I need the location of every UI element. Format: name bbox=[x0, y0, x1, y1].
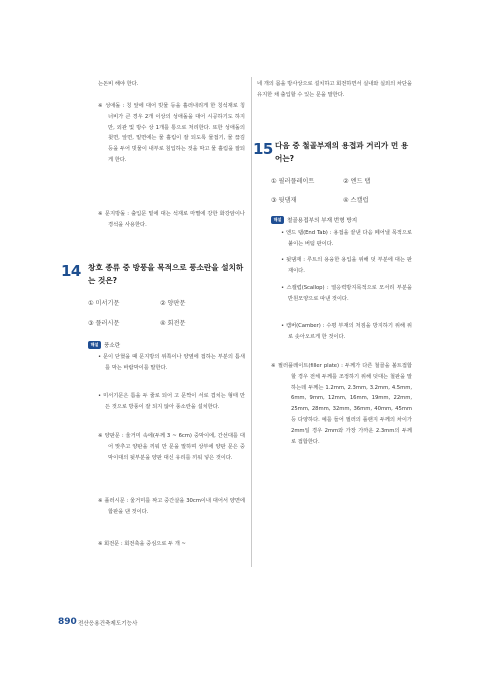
option-14-2[interactable]: ② 양판문 bbox=[160, 300, 186, 307]
solution-label: 철골용접부의 부재 번형 방지 bbox=[287, 217, 358, 224]
solution-label: 풍소란 bbox=[104, 342, 121, 349]
bullet-camber: • 캠버(Camber) : 수평 부재의 처짐을 방지하기 위해 위로 솟아오르게 한 것이다. bbox=[281, 323, 412, 340]
bullet-miseogi: • 미서기문은 틈을 두 줄로 되어 고 문짝이 서로 겹치는 형태 만든 것으로 방풍이 잘 되지 않아 풍소란을 설치한다. bbox=[98, 393, 245, 410]
solution-icon: 해설 bbox=[88, 341, 101, 349]
continued-paragraph-right: 네 개의 몸을 방사상으로 설치하고 회전하면서 실내와 실외의 차단을 유지한 채 출입할 수 있는 문을 말한다. bbox=[257, 81, 412, 98]
question-text-15: 다음 중 철골부재의 용접과 거리가 먼 용어는? bbox=[275, 141, 409, 163]
option-15-4[interactable]: ④ 스캘럽 bbox=[343, 197, 369, 204]
note-filler-plate: ※ 필러플레이트(filler plate) : 두께가 다른 철골을 볼트접합 할 경우 전체 두께를 조정하기 위해 덧대는 철판을 말하는데 두께는 1.2mm, 2.3mm, 3.2mm, 4.5mm, 6mm, 9mm, 12mm, 16mm, 19mm, 22mm, 25mm, 28mm, 32mm, 36mm, 40mm, 45mm 등 다양하다. 예를 들어 필러의 플랜지 두께의 차이가 2mm일 경우 2mm와 가장 가까운 2.3mm의 두께로 접합한다. bbox=[271, 363, 412, 445]
solution-icon: 해설 bbox=[271, 216, 284, 224]
question-number-15: 15 bbox=[253, 140, 273, 158]
note-yangpanmun: ※ 양판문 : 울거미 속에(두께 3 ~ 6cm) 중막이에, 간선대를 대어 맞추고 양판을 끼워 만 문을 말하며 상부에 양판 문은 중막이대의 뒷부분을 양판 대신 유리를 끼워 넣은 것이다. bbox=[98, 433, 245, 461]
bullet-end-tab: • 엔드 탭(End Tab) : 용접을 끝낸 다음 떼어낼 목적으로 붙이는 버팀 판이다. bbox=[281, 230, 412, 247]
note-munjibangdol: ※ 문지방돌 : 출입문 밑에 대는 석재로 마멸에 강한 화강암이나 경석을 사용한다. bbox=[98, 211, 245, 228]
option-15-2[interactable]: ② 엔드 탭 bbox=[343, 178, 371, 185]
solution-header-14 bbox=[88, 339, 120, 350]
question-number-14: 14 bbox=[61, 262, 81, 280]
bullet-pungsoran-def: • 문이 닫혔을 때 문지방의 위쪽이나 양옆에 접하는 부분의 틈새를 막는 바람막이를 말한다. bbox=[98, 354, 245, 371]
option-14-4[interactable]: ④ 회전문 bbox=[160, 320, 186, 327]
bullet-scallop: • 스캘럽(Scallop) : 열응력방지목적으로 모서리 부분을 반원모양으로 따낸 것이다. bbox=[281, 285, 412, 302]
note-flush-door: ※ 플러시문 : 울거미를 짜고 중간살을 30cm이내 대어서 양면에 합판을 댄 것이다. bbox=[98, 498, 245, 515]
book-title: 전산응용건축제도기능사 bbox=[78, 621, 138, 627]
option-15-1[interactable]: ① 필러플레이트 bbox=[271, 178, 315, 185]
solution-header-15 bbox=[271, 214, 357, 225]
option-14-1[interactable]: ① 미서기문 bbox=[88, 300, 120, 307]
note-seongaedol: ※ 성애돌 : 칭 앞에 대어 빗물 등을 흘러내리게 한 칭석재로 칭 너비가 큰 경우 2개 이상의 성애돌을 대어 시공하기도 하지만, 외관 및 방수 상 1개를 통으로 처리한다. 또한 성애돌의 윗면, 앞면, 밑면에는 물 흘림이 잘 되도록 물접기, 물 끊김 등을 두어 빗물이 내부로 침입하는 것을 막고 물 흘림을 잘되게 한다. bbox=[98, 103, 245, 163]
continued-paragraph: 는돈비 해야 한다. bbox=[98, 81, 139, 87]
note-revolving-door: ※ 회전문 : 회전축을 중심으로 두 개 ~ bbox=[98, 541, 186, 547]
page-number: 890 bbox=[58, 617, 77, 627]
option-15-3[interactable]: ③ 뒷댐재 bbox=[271, 197, 297, 204]
column-divider bbox=[251, 77, 252, 567]
question-text-14: 창호 종류 중 방풍을 목적으로 풍소란을 설치하는 것은? bbox=[88, 263, 244, 285]
option-14-3[interactable]: ③ 플러시문 bbox=[88, 320, 120, 327]
bullet-backing: • 뒷댐재 : 루트의 용융한 용입을 위해 덧 부분에 대는 판재이다. bbox=[281, 257, 412, 274]
